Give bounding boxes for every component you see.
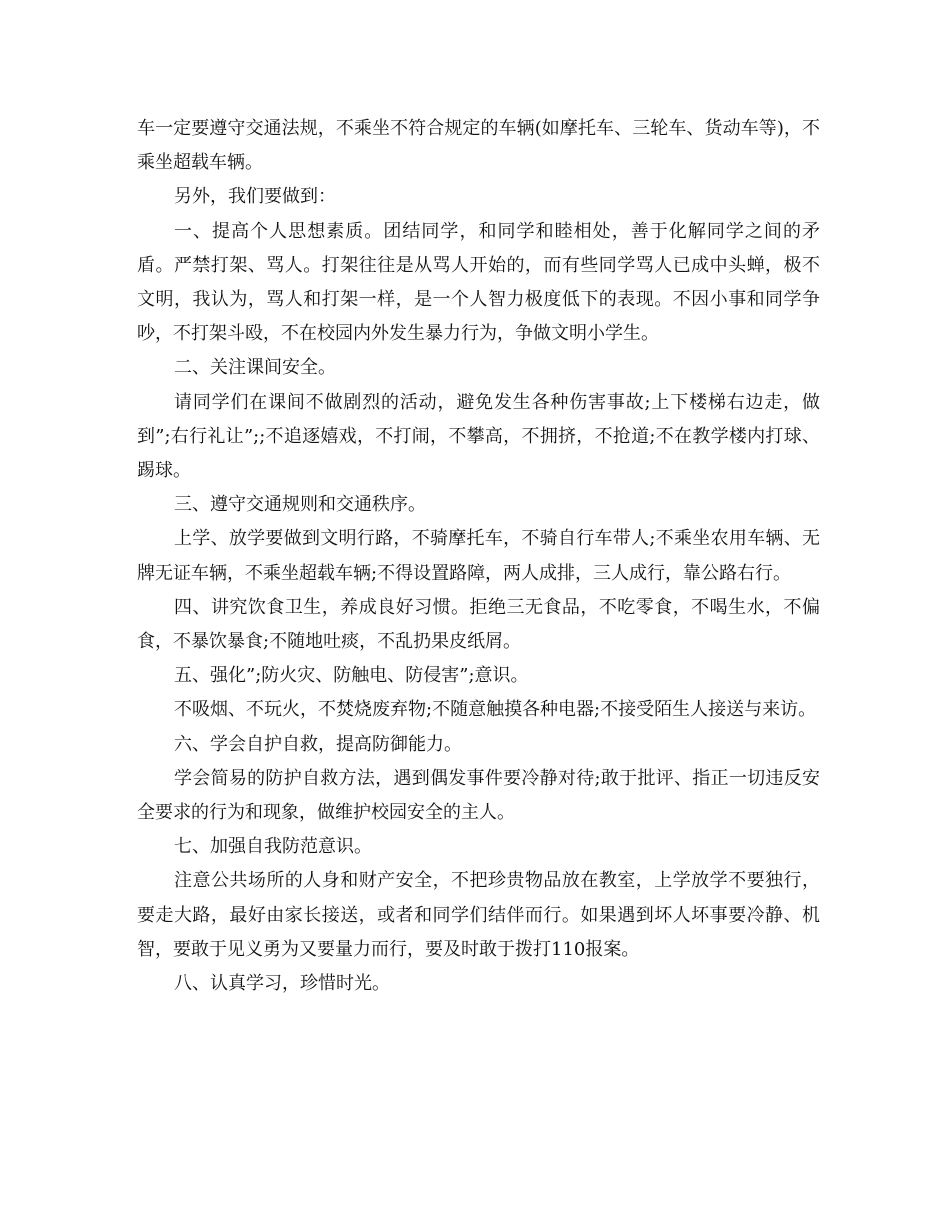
paragraph-intro: 另外，我们要做到： [174, 186, 336, 208]
paragraph-item-3: 上学、放学要做到文明行路，不骑摩托车，不骑自行车带人;不乘坐农用车辆、无牌无证车辆，不乘坐超载车辆;不得设置路障，两人成排，三人成行，靠公路右行。 [137, 528, 820, 584]
heading-item-8: 八、认真学习，珍惜时光。 [174, 973, 390, 995]
paragraph-item-2: 请同学们在课间不做剧烈的活动，避免发生各种伤害事故;上下楼梯右边走，做到”;右行礼让”;;不追逐嬉戏，不打闹，不攀高，不拥挤，不抢道;不在教学楼内打球、踢球。 [137, 391, 820, 482]
paragraph-item-6: 学会简易的防护自救方法，遇到偶发事件要冷静对待;敢于批评、指正一切违反安全要求的行为和现象，做维护校园安全的主人。 [137, 767, 820, 824]
paragraph-item-4: 四、讲究饮食卫生，养成良好习惯。拒绝三无食品，不吃零食，不喝生水，不偏食，不暴饮暴食;不随地吐痰，不乱扔果皮纸屑。 [137, 596, 820, 653]
paragraph-continuation: 车一定要遵守交通法规，不乘坐不符合规定的车辆(如摩托车、三轮车、货动车等)，不乘坐超载车辆。 [137, 118, 820, 174]
paragraph-item-1: 一、提高个人思想素质。团结同学，和同学和睦相处，善于化解同学之间的矛盾。严禁打架、骂人。打架往往是从骂人开始的，而有些同学骂人已成中头蝉，极不文明，我认为，骂人和打架一样，是一个人智力极度低下的表现。不因小事和同学争吵，不打架斗殴，不在校园内外发生暴力行为，争做文明小学生。 [137, 220, 820, 345]
heading-item-5: 五、强化”;防火灾、防触电、防侵害”;意识。 [174, 665, 529, 687]
document-body [137, 112, 820, 1001]
heading-item-2: 二、关注课间安全。 [174, 357, 336, 379]
heading-item-3: 三、遵守交通规则和交通秩序。 [174, 494, 426, 516]
heading-item-6: 六、学会自护自救，提高防御能力。 [174, 733, 462, 755]
paragraph-item-5: 不吸烟、不玩火，不焚烧废弃物;不随意触摸各种电器;不接受陌生人接送与来访。 [174, 699, 817, 721]
heading-item-7: 七、加强自我防范意识。 [174, 836, 372, 858]
paragraph-item-7: 注意公共场所的人身和财产安全，不把珍贵物品放在教室，上学放学不要独行，要走大路，最好由家长接送，或者和同学们结伴而行。如果遇到坏人坏事要冷静、机智，要敢于见义勇为又要量力而行，要及时敢于拨打110报案。 [137, 870, 820, 960]
